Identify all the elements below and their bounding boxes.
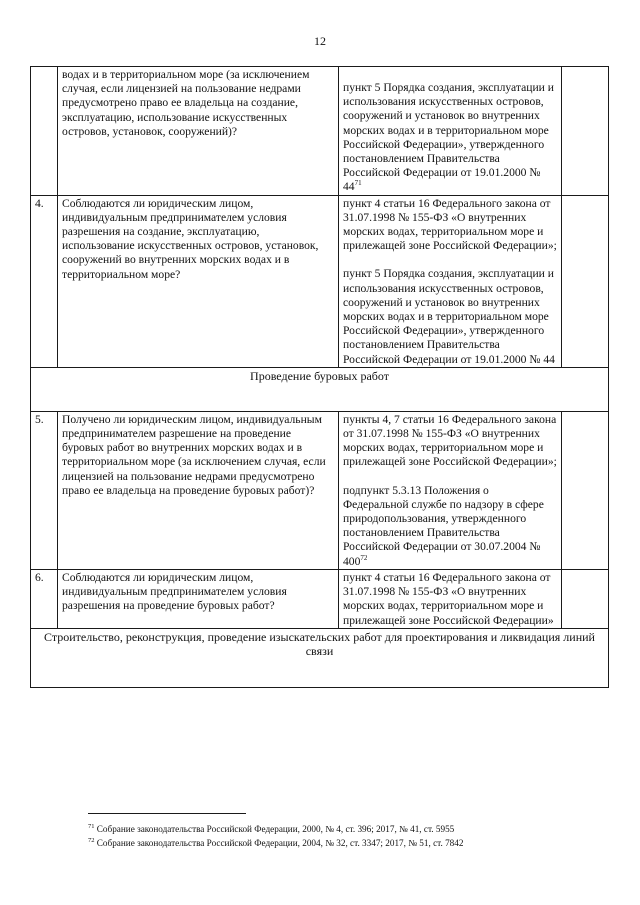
section-row bbox=[31, 367, 609, 411]
legal-basis-paragraph: подпункт 5.3.13 Положения о Федеральной службе по надзору в сфере природопользования, утвержденного постановлением Правительства Российской Федерации от 30.07.2004 № $400^{72}$ bbox=[343, 483, 544, 568]
footnote-text: Собрание законодательства Российской Федерации, 2004, № 32, ст. 3347; 2017, № 51, ст. 7842 bbox=[96, 838, 464, 848]
empty-cell bbox=[562, 67, 609, 196]
footnote-divider bbox=[88, 813, 246, 814]
footnote bbox=[88, 836, 588, 850]
legal-basis bbox=[339, 411, 562, 569]
footnote-number: 71 bbox=[88, 822, 95, 830]
question-text: Соблюдаются ли юридическим лицом, индивидуальным предпринимателем условия разрешения на создание, эксплуатацию, использование искусственных островов, установок, сооружений во внутренних морских водах и в территориальном море? bbox=[58, 195, 339, 367]
empty-cell bbox=[562, 411, 609, 569]
legal-basis-paragraph: пункт 5 Порядка создания, эксплуатации и использования искусственных островов, сооружений и установок во внутренних морских водах и в территориальном море Российской Федерации», утвержденного постановлением Правительства Российской Федерации от 19.01.2000 № $44^{71}$ bbox=[343, 81, 554, 194]
question-text: Соблюдаются ли юридическим лицом, индивидуальным предпринимателем условия разрешения на проведение буровых работ? bbox=[58, 569, 339, 628]
row-number: 4. bbox=[31, 195, 58, 367]
page-number: 12 bbox=[314, 34, 326, 48]
legal-basis bbox=[339, 67, 562, 196]
empty-cell bbox=[562, 195, 609, 367]
section-title-drilling: Проведение буровых работ bbox=[31, 367, 609, 411]
footnote-ref: 72 bbox=[360, 553, 368, 562]
checklist-table bbox=[30, 66, 609, 688]
row-number: 5. bbox=[31, 411, 58, 569]
legal-basis bbox=[339, 195, 562, 367]
legal-basis-paragraph: пункт 5 Порядка создания, эксплуатации и использования искусственных островов, сооружений и установок во внутренних морских водах и в территориальном море Российской Федерации», утвержденного постановлением Правительства Российской Федерации от 19.01.2000 № 44 bbox=[343, 267, 555, 366]
legal-basis bbox=[339, 569, 562, 628]
row-number bbox=[31, 67, 58, 196]
table-row bbox=[31, 411, 609, 569]
question-text: водах и в территориальном море (за исключением случая, если лицензией на пользование недрами предусмотрено право ее владельца на создание, эксплуатацию, использование искусственных островов, установок, сооружений)? bbox=[58, 67, 339, 196]
table-row bbox=[31, 67, 609, 196]
footnote-number: 72 bbox=[88, 836, 95, 844]
legal-basis-paragraph: пункт 4 статьи 16 Федерального закона от 31.07.1998 № 155-ФЗ «О внутренних морских водах, территориальном море и прилежащей зоне Российской Федерации» bbox=[343, 570, 554, 627]
footnote-text: Собрание законодательства Российской Федерации, 2000, № 4, ст. 396; 2017, № 41, ст. 5955 bbox=[96, 824, 455, 834]
question-text: Получено ли юридическим лицом, индивидуальным предпринимателем разрешение на проведение буровых работ во внутренних морских водах и в территориальном море (за исключением случая, если лицензией на пользование недрами предусмотрено право ее владельца на проведение буровых работ)? bbox=[58, 411, 339, 569]
table-row bbox=[31, 195, 609, 367]
footnote bbox=[88, 822, 588, 836]
footnote-ref: 71 bbox=[354, 179, 362, 188]
footnotes bbox=[88, 822, 588, 850]
empty-cell bbox=[562, 569, 609, 628]
row-number: 6. bbox=[31, 569, 58, 628]
legal-basis-paragraph: пункт 4 статьи 16 Федерального закона от 31.07.1998 № 155-ФЗ «О внутренних морских водах, территориальном море и прилежащей зоне Российской Федерации»; bbox=[343, 196, 557, 253]
section-title-communications: Строительство, реконструкция, проведение изыскательских работ для проектирования и ликвидация линий связи bbox=[31, 628, 609, 687]
table-row bbox=[31, 569, 609, 628]
legal-basis-paragraph: пункты 4, 7 статьи 16 Федерального закона от 31.07.1998 № 155-ФЗ «О внутренних морских водах, территориальном море и прилежащей зоне Российской Федерации»; bbox=[343, 412, 557, 469]
section-row bbox=[31, 628, 609, 687]
